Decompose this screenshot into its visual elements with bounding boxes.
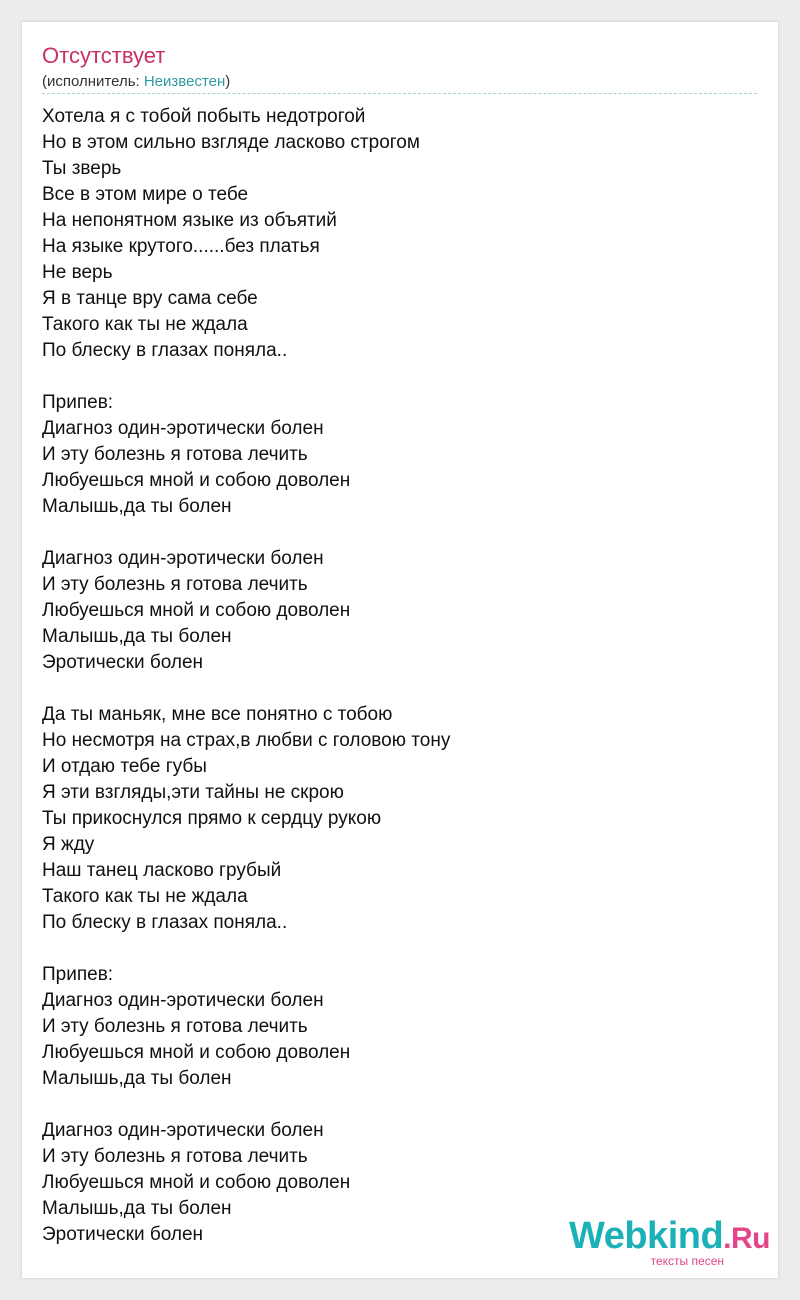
- lyric-line: Такого как ты не ждала: [42, 314, 248, 335]
- artist-link[interactable]: Неизвестен: [143, 73, 226, 90]
- lyric-line: По блеску в глазах поняла..: [42, 912, 288, 933]
- lyric-line: Ты прикоснулся прямо к сердцу рукою: [42, 808, 382, 829]
- lyric-line: Любуешься мной и собою доволен: [42, 600, 351, 621]
- artist-suffix: ): [225, 73, 231, 90]
- logo-tagline: тексты песен: [650, 1254, 724, 1268]
- lyric-line: Любуешься мной и собою доволен: [42, 470, 351, 491]
- lyric-line: Ты зверь: [42, 158, 122, 179]
- lyric-line: Припев:: [42, 392, 114, 413]
- lyric-line: И эту болезнь я готова лечить: [42, 1146, 308, 1167]
- lyric-blank-line: [42, 936, 450, 962]
- lyric-line: Хотела я с тобой побыть недотрогой: [42, 106, 366, 127]
- lyric-line: Такого как ты не ждала: [42, 886, 248, 907]
- lyric-line: Эротически болен: [42, 652, 204, 673]
- lyric-line: На языке крутого......без платья: [42, 236, 320, 257]
- lyrics-card: [22, 22, 778, 1278]
- lyric-line: Диагноз один-эротически болен: [42, 990, 324, 1011]
- lyric-blank-line: [42, 1092, 450, 1118]
- logo-tld: .Ru: [723, 1222, 770, 1255]
- lyric-line: И эту болезнь я готова лечить: [42, 444, 308, 465]
- artist-line: [42, 73, 230, 91]
- lyric-line: Я в танце вру сама себе: [42, 288, 258, 309]
- lyric-line: Не верь: [42, 262, 113, 283]
- lyric-blank-line: [42, 364, 450, 390]
- lyric-line: Эротически болен: [42, 1224, 204, 1245]
- lyric-blank-line: [42, 520, 450, 546]
- lyric-line: Да ты маньяк, мне все понятно с тобою: [42, 704, 393, 725]
- lyric-line: Малышь,да ты болен: [42, 1068, 232, 1089]
- lyric-line: Малышь,да ты болен: [42, 496, 232, 517]
- lyric-line: И эту болезнь я готова лечить: [42, 574, 308, 595]
- lyric-line: Наш танец ласково грубый: [42, 860, 282, 881]
- lyric-line: Любуешься мной и собою доволен: [42, 1172, 351, 1193]
- lyric-line: Припев:: [42, 964, 114, 985]
- lyric-line: Любуешься мной и собою доволен: [42, 1042, 351, 1063]
- lyric-line: Все в этом мире о тебе: [42, 184, 249, 205]
- lyric-line: Я жду: [42, 834, 95, 855]
- site-logo[interactable]: [570, 1214, 770, 1270]
- lyric-line: Диагноз один-эротически болен: [42, 1120, 324, 1141]
- lyric-line: Малышь,да ты болен: [42, 626, 232, 647]
- artist-prefix: (исполнитель:: [42, 73, 144, 90]
- lyric-line: На непонятном языке из объятий: [42, 210, 337, 231]
- lyric-line: И эту болезнь я готова лечить: [42, 1016, 308, 1037]
- logo-name: Webkind: [569, 1215, 724, 1257]
- lyric-line: Диагноз один-эротически болен: [42, 548, 324, 569]
- lyric-blank-line: [42, 676, 450, 702]
- lyric-line: По блеску в глазах поняла..: [42, 340, 288, 361]
- lyric-line: Но несмотря на страх,в любви с головою тону: [42, 730, 451, 751]
- song-title: Отсутствует: [42, 43, 166, 68]
- lyric-line: Я эти взгляды,эти тайны не скрою: [42, 782, 344, 803]
- lyric-line: Но в этом сильно взгляде ласково строгом: [42, 132, 420, 153]
- lyric-line: Диагноз один-эротически болен: [42, 418, 324, 439]
- lyrics-text: [42, 104, 450, 1248]
- lyric-line: И отдаю тебе губы: [42, 756, 207, 777]
- lyric-line: Малышь,да ты болен: [42, 1198, 232, 1219]
- dashed-divider: [42, 93, 757, 94]
